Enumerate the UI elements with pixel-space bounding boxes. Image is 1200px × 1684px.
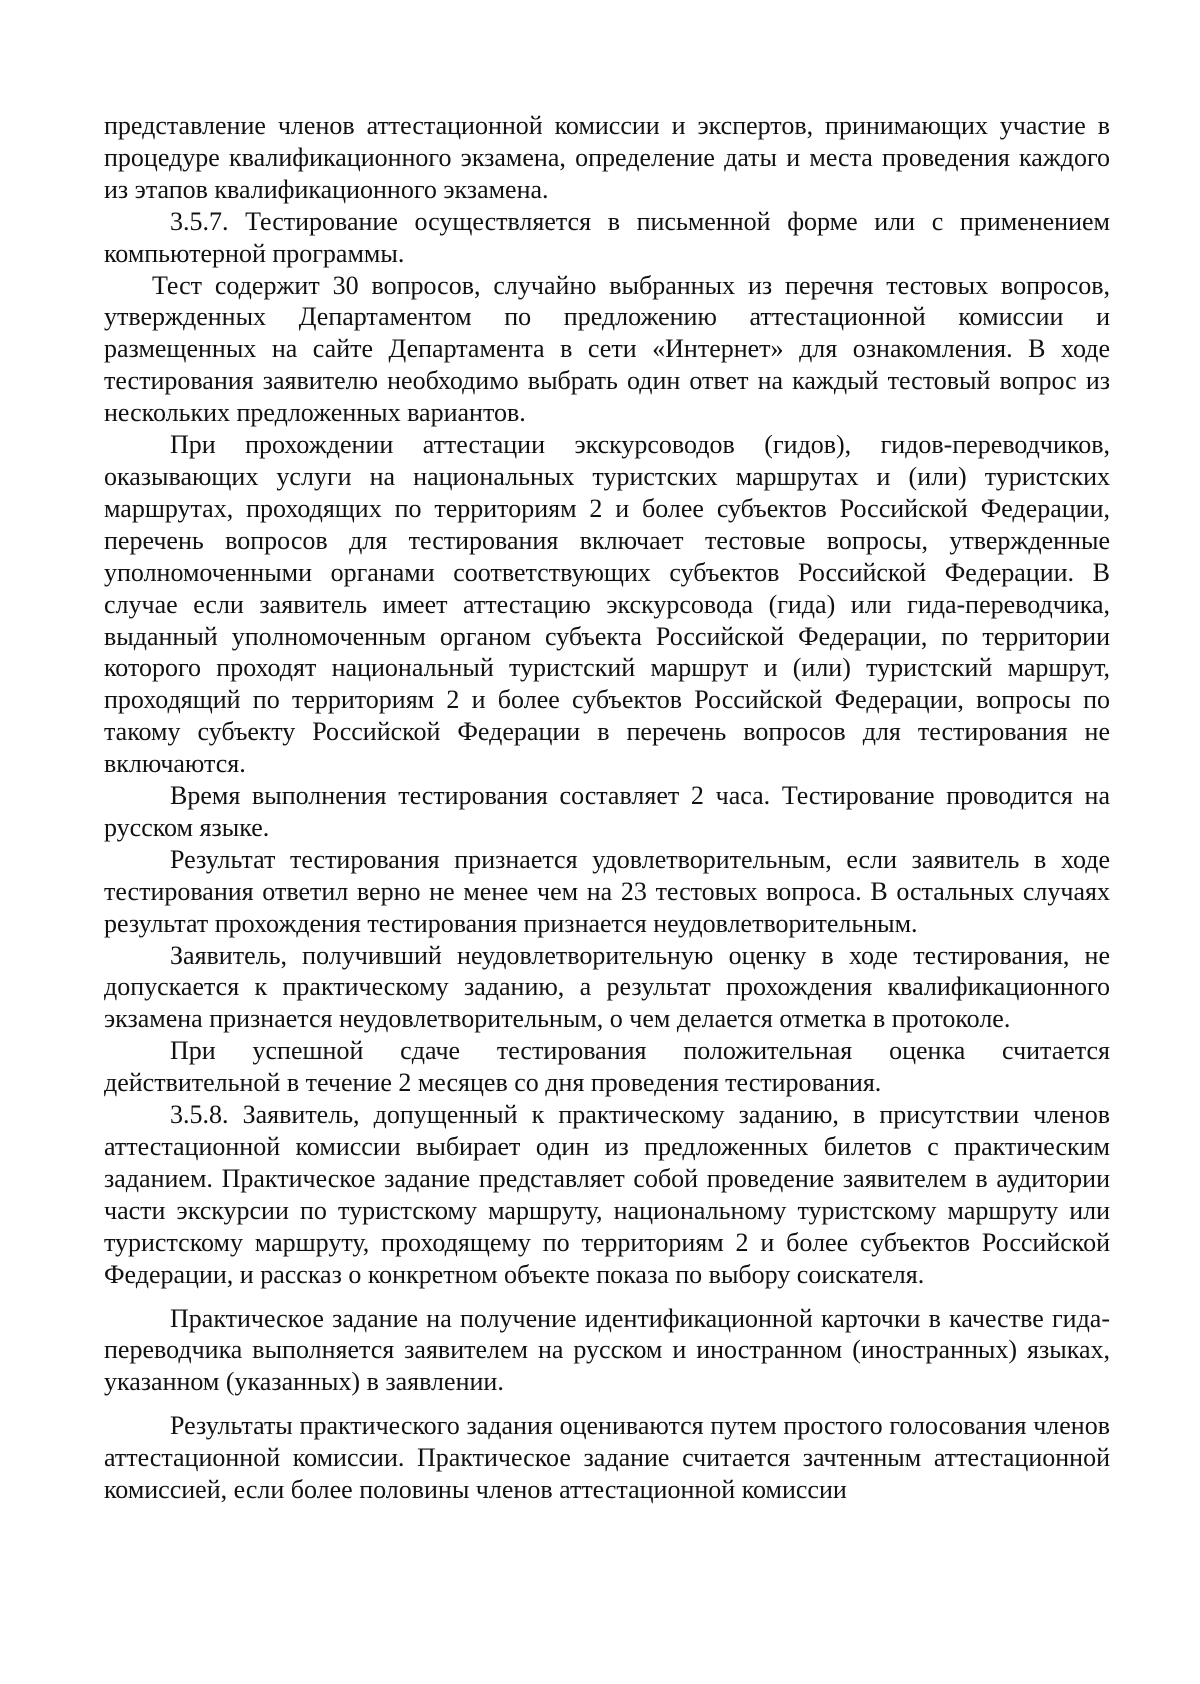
- paragraph-test-result: Результат тестирования признается удовлетворительным, если заявитель в ходе тестирования ответил верно не менее чем на 23 тестовых вопроса. В остальных случаях результат прохождения тестирования признается неудовлетворительным.: [104, 844, 1110, 938]
- paragraph-3-5-8: 3.5.8. Заявитель, допущенный к практическому заданию, в присутствии членов аттестационной комиссии выбирает один из предложенных билетов с практическим заданием. Практическое задание представляет собой проведение заявителем в аудитории части экскурсии по туристскому маршруту, национальному туристскому маршруту или туристскому маршруту, проходящему по территориям 2 и более субъектов Российской Федерации, и рассказ о конкретном объекте показа по выбору соискателя.: [104, 1100, 1110, 1289]
- paragraph-unsatisfactory: Заявитель, получивший неудовлетворительную оценку в ходе тестирования, не допускается к практическому заданию, а результат прохождения квалификационного экзамена признается неудовлетворительным, о чем делается отметка в протоколе.: [104, 940, 1110, 1034]
- paragraph-attestation-guides: При прохождении аттестации экскурсоводов (гидов), гидов-переводчиков, оказывающих услуги на национальных туристских маршрутах и (или) туристских маршрутах, проходящих по территориям 2 и более субъектов Российской Федерации, перечень вопросов для тестирования включает тестовые вопросы, утвержденные уполномоченными органами соответствующих субъектов Российской Федерации. В случае если заявитель имеет аттестацию экскурсовода (гида) или гида-переводчика, выданный уполномоченным органом субъекта Российской Федерации, по территории которого проходят национальный туристский маршрут и (или) туристский маршрут, проходящий по территориям 2 и более субъектов Российской Федерации, вопросы по такому субъекту Российской Федерации в перечень вопросов для тестирования не включаются.: [104, 430, 1110, 779]
- paragraph-test-content: Тест содержит 30 вопросов, случайно выбранных из перечня тестовых вопросов, утвержденных Департаментом по предложению аттестационной комиссии и размещенных на сайте Департамента в сети «Интернет» для ознакомления. В ходе тестирования заявителю необходимо выбрать один ответ на каждый тестовый вопрос из нескольких предложенных вариантов.: [104, 270, 1110, 428]
- paragraph-continuation: представление членов аттестационной комиссии и экспертов, принимающих участие в процедуре квалификационного экзамена, определение даты и места проведения каждого из этапов квалификационного экзамена.: [104, 111, 1110, 204]
- paragraph-3-5-7: 3.5.7. Тестирование осуществляется в письменной форме или с применением компьютерной программы.: [104, 206, 1110, 268]
- paragraph-successful-pass: При успешной сдаче тестирования положительная оценка считается действительной в течение 2 месяцев со дня проведения тестирования.: [104, 1036, 1110, 1098]
- paragraph-practical-task-results: Результаты практического задания оцениваются путем простого голосования членов аттестационной комиссии. Практическое задание считается зачтенным аттестационной комиссией, если более половины членов аттестационной комиссии: [104, 1411, 1110, 1505]
- document-body: [104, 110, 1110, 1506]
- paragraph-test-duration: Время выполнения тестирования составляет 2 часа. Тестирование проводится на русском языке.: [104, 781, 1110, 842]
- paragraph-practical-task-language: Практическое задание на получение идентификационной карточки в качестве гида-переводчика выполняется заявителем на русском и иностранном (иностранных) языках, указанном (указанных) в заявлении.: [104, 1303, 1110, 1397]
